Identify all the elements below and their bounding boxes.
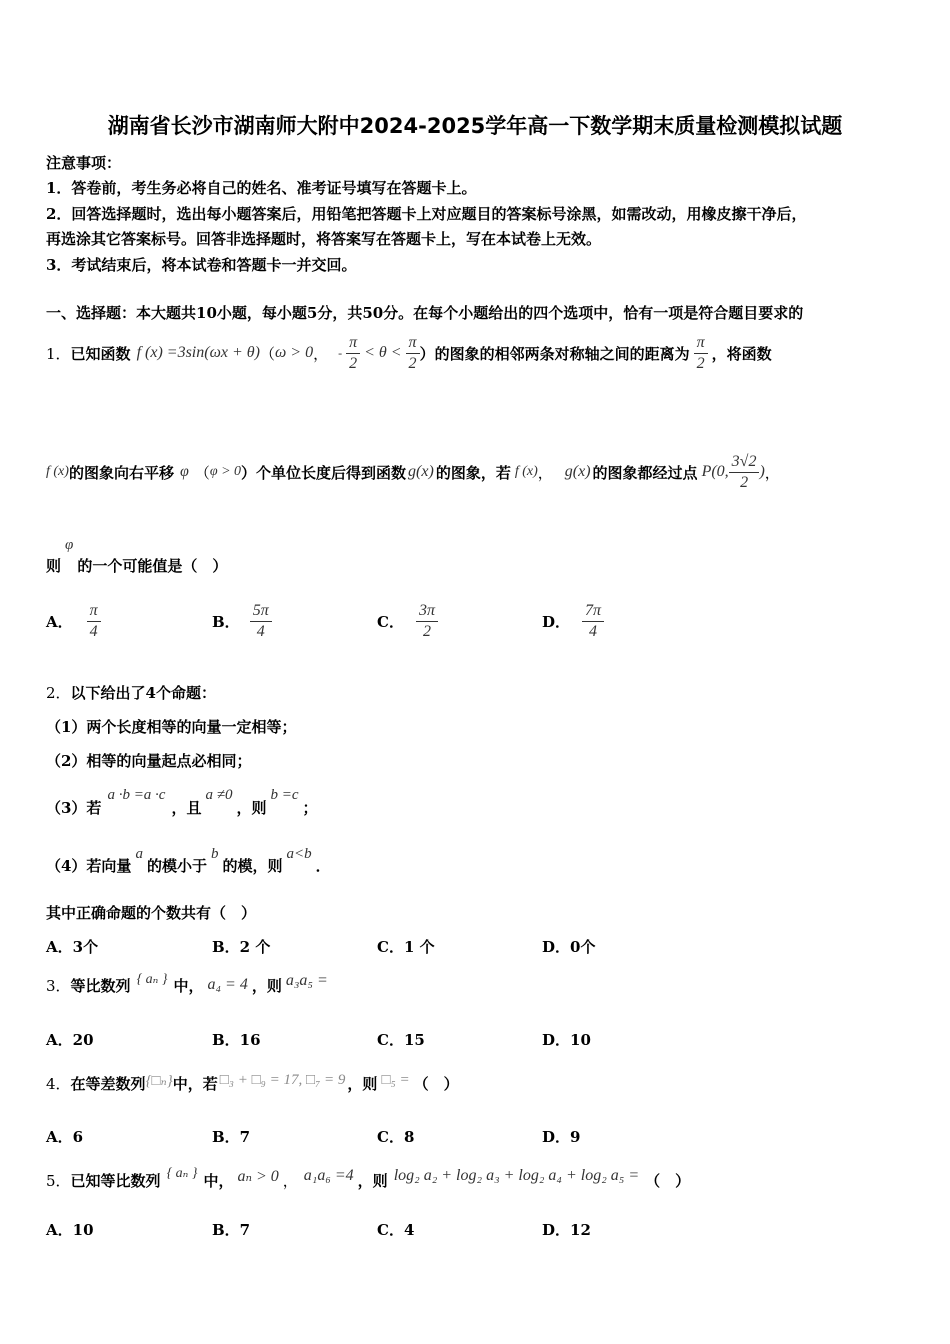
q1-fx: f (x) [46, 464, 69, 479]
q1-point-p: P(0, [701, 463, 729, 480]
q5-stem: 5． 已知等比数列 { aₙ } 中， aₙ > 0 ， a₁a₆ =4 ，则 log₂ a₂ + log₂ a₃ + log₂ a₄ + log₂ a₅ = （ ） [46, 1165, 691, 1190]
q3-math-1: a₄ = 4 [207, 976, 248, 993]
q1-option-c-frac: $\frac{3\pi}{2}$ [416, 601, 438, 642]
q1-omega-cond: ω > 0 [274, 344, 314, 361]
q3-number: 3． [46, 976, 71, 995]
q1-text-5: ，将函数 [711, 344, 772, 363]
q5-math-3: log₂ a₂ + log₂ a₃ + log₂ a₄ + log₂ a₅ = [393, 1167, 640, 1184]
q4-option-a[interactable]: A．6 [46, 1128, 84, 1146]
q1-function: f (x) =3sin(ωx + θ) [136, 344, 260, 361]
q4-option-d[interactable]: D．9 [542, 1128, 581, 1146]
q2-proposition-1: （1）两个长度相等的向量一定相等； [46, 718, 297, 736]
q1-text-3: ， [313, 344, 329, 363]
q3-option-d[interactable]: D．10 [542, 1031, 591, 1049]
q3-option-c[interactable]: C．15 [377, 1031, 425, 1049]
q4-math-2: □₅ = [381, 1071, 410, 1088]
q5-number: 5． [46, 1171, 71, 1190]
page-title: 湖南省长沙市湖南师大附中2024-2025学年高一下数学期末质量检测模拟试题 [107, 114, 843, 138]
q1-text-14: 的一个可能值是（ ） [77, 557, 228, 575]
q4-stem: 4． 在等差数列 {□ₙ} 中，若 □₃ + □₉ = 17, □₇ = 9 ，则 □₅ = （ ） [46, 1071, 459, 1093]
q1-text-2: （ [259, 344, 275, 363]
q2-option-d[interactable]: D．0个 [542, 938, 596, 956]
q2-proposition-3: （3）若 a ·b =a ·c ，且 a ≠0 ，则 b =c ； [46, 787, 318, 817]
q4-math-1: □₃ + □₉ = 17, □₇ = 9 [219, 1071, 346, 1088]
q2-proposition-2: （2）相等的向量起点必相同； [46, 752, 252, 770]
q1-line1 [46, 331, 772, 375]
q2-question: 其中正确命题的个数共有（ ） [46, 904, 257, 922]
q2-p3-math-3: b =c [270, 787, 299, 803]
q4-number: 4． [46, 1074, 71, 1093]
q2-p4-math-2: b [210, 846, 219, 862]
q1-fx-2: f (x) [514, 464, 538, 479]
q1-neg: - [338, 345, 343, 360]
section-heading: 一、选择题：本大题共10小题，每小题5分，共50分。在每个小题给出的四个选项中，恰有一项是符合题目要求的 [46, 304, 804, 322]
q1-text-13: 则 [46, 557, 62, 575]
q2-p4-math-1: a [135, 846, 143, 862]
q1-option-d[interactable]: D． $\frac{7\pi}{4}$ [542, 598, 604, 644]
q1-option-c[interactable]: C． $\frac{3\pi}{2}$ [377, 598, 438, 644]
q1-phi-cond: φ > 0 [209, 464, 242, 479]
q1-number: 1． [46, 344, 71, 363]
q1-frac-right: $\frac{\pi}{2}$ [406, 333, 420, 374]
q1-phi: φ [179, 463, 189, 480]
q1-option-d-frac: $\frac{7\pi}{4}$ [582, 601, 604, 642]
q3-option-a[interactable]: A．20 [46, 1031, 94, 1049]
q1-frac-distance: $\frac{\pi}{2}$ [694, 333, 708, 374]
q2-p3-math-1: a ·b =a ·c [107, 787, 166, 803]
notice-heading: 注意事项： [46, 154, 122, 172]
q1-text-11: 的图象都经过点 [592, 463, 698, 482]
q2-proposition-4: （4）若向量 a 的模小于 b 的模，则 a<b ． [46, 846, 331, 875]
q5-sequence: { aₙ } [166, 1165, 198, 1181]
q2-p4-math-3: a<b [286, 846, 312, 862]
q1-text-9: 的图象，若 [435, 463, 511, 482]
q4-sequence: {□ₙ} [145, 1072, 173, 1089]
q5-math-1: aₙ > 0 [237, 1168, 279, 1185]
q2-option-b[interactable]: B．2 个 [212, 938, 271, 956]
q2-option-c[interactable]: C．1 个 [377, 938, 435, 956]
q3-option-b[interactable]: B．16 [212, 1031, 261, 1049]
q1-point-close: ) [759, 463, 765, 480]
q1-text-1: 已知函数 [70, 344, 131, 363]
q1-point-frac: $\frac{3√2}{2}$ [729, 452, 760, 493]
q5-option-b[interactable]: B．7 [212, 1221, 251, 1239]
q1-text-12: ， [764, 463, 780, 482]
q1-phi-2: φ [65, 537, 74, 553]
q1-gx-2: g(x) [564, 463, 591, 480]
q5-option-d[interactable]: D．12 [542, 1221, 591, 1239]
q1-text-4: ）的图象的相邻两条对称轴之间的距离为 [419, 344, 690, 363]
q1-text-7: （ [194, 463, 210, 482]
q2-heading: 2．以下给出了4个命题： [46, 684, 216, 702]
notice-item-1: 1．答卷前，考生务必将自己的姓名、准考证号填写在答题卡上。 [46, 179, 477, 197]
q1-line3 [46, 536, 227, 576]
q4-option-b[interactable]: B．7 [212, 1128, 251, 1146]
q5-option-a[interactable]: A．10 [46, 1221, 94, 1239]
q4-option-c[interactable]: C．8 [377, 1128, 415, 1146]
notice-item-3: 3．考试结束后，将本试卷和答题卡一并交回。 [46, 256, 357, 274]
notice-item-2: 2．回答选择题时，选出每小题答案后，用铅笔把答题卡上对应题目的答案标号涂黑，如需改动，用橡皮擦干净后， [46, 205, 807, 223]
q1-theta-range: < θ < [364, 344, 402, 361]
q1-gx: g(x) [408, 463, 434, 480]
q1-text-8: ）个单位长度后得到函数 [241, 463, 407, 482]
q2-option-a[interactable]: A．3个 [46, 938, 99, 956]
q3-math-2: a₃a₅ = [285, 972, 328, 989]
q5-option-c[interactable]: C．4 [377, 1221, 415, 1239]
q1-line2 [46, 447, 780, 497]
q1-option-a-frac: $\frac{\pi}{4}$ [87, 601, 101, 642]
q1-option-a[interactable]: A． $\frac{\pi}{4}$ [46, 598, 101, 644]
q5-math-2: a₁a₆ =4 [303, 1167, 354, 1184]
q3-stem: 3． 等比数列 { aₙ } 中， a₄ = 4 ，则 a₃a₅ = [46, 971, 328, 995]
q1-text-10: ， [537, 463, 553, 482]
q1-text-6: 的图象向右平移 [68, 463, 174, 482]
q1-frac-left: $\frac{\pi}{2}$ [346, 333, 360, 374]
q3-sequence: { aₙ } [136, 971, 168, 987]
q2-p3-math-2: a ≠0 [205, 787, 233, 803]
q1-option-b-frac: $\frac{5\pi}{4}$ [250, 601, 272, 642]
notice-item-2-cont: 再选涂其它答案标号。回答非选择题时，将答案写在答题卡上，写在本试卷上无效。 [46, 230, 602, 248]
q1-option-b[interactable]: B． $\frac{5\pi}{4}$ [212, 598, 272, 644]
